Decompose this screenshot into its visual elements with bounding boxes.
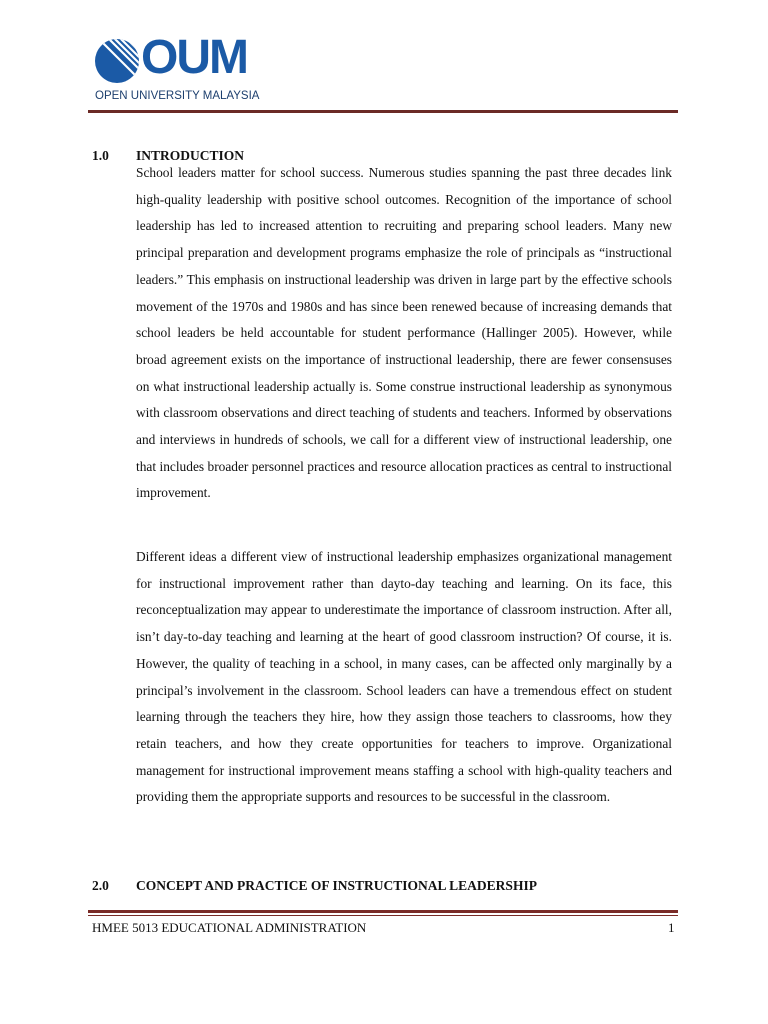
header-divider [88,110,678,113]
oum-logo [94,31,274,106]
section-number: 2.0 [92,878,109,893]
footer-course-title: HMEE 5013 EDUCATIONAL ADMINISTRATION [92,920,367,935]
body-paragraph: Different ideas a different view of instructional leadership emphasizes organizational management for instructional improvement rather than dayto-day teaching and learning. On its face, this reconceptualization may appear to underestimate the importance of classroom instruction. After all, isn’t day-to-day teaching and learning at the heart of good classroom instruction? Of course, it is. However, the quality of teaching in a school, in many cases, can be affected only marginally by a principal’s involvement in the classroom. School leaders can have a tremendous effect on student learning through the teachers they hire, how they assign those teachers to classrooms, how they retain teachers, and how they create opportunities for teachers to improve. Organizational management for instructional improvement means staffing a school with high-quality teachers and providing them the appropriate supports and resources to be successful in the classroom. [136,549,672,805]
section-number: 1.0 [92,148,109,163]
section-heading: INTRODUCTION [136,148,245,163]
logo-wordmark: OUM [141,31,247,84]
logo-subtitle: OPEN UNIVERSITY MALAYSIA [95,90,260,102]
body-paragraph: School leaders matter for school success. Numerous studies spanning the past three decades link high-quality leadership with positive school outcomes. Recognition of the importance of school leadership has led to increased attention to recruiting and preparing school leaders. Many new principal preparation and development programs emphasize the role of principals as “instructional leaders.” This emphasis on instructional leadership was driven in large part by the effective schools movement of the 1970s and 1980s and has since been renewed because of increasing demands that school leaders be held accountable for student performance (Hallinger 2005). However, while broad agreement exists on the importance of instructional leadership, there are fewer consensuses on what instructional leadership actually is. Some construe instructional leadership as synonymous with classroom observations and direct teaching of students and teachers. Informed by observations and interviews in hundreds of schools, we call for a different view of instructional leadership, one that includes broader personnel practices and resource allocation practices as central to instructional improvement. [136,165,672,501]
section-heading: CONCEPT AND PRACTICE OF INSTRUCTIONAL LEADERSHIP [136,878,537,893]
page-number: 1 [668,920,675,935]
footer-divider-thin [88,915,678,916]
oum-globe-icon [94,38,140,84]
footer-divider [88,910,678,913]
